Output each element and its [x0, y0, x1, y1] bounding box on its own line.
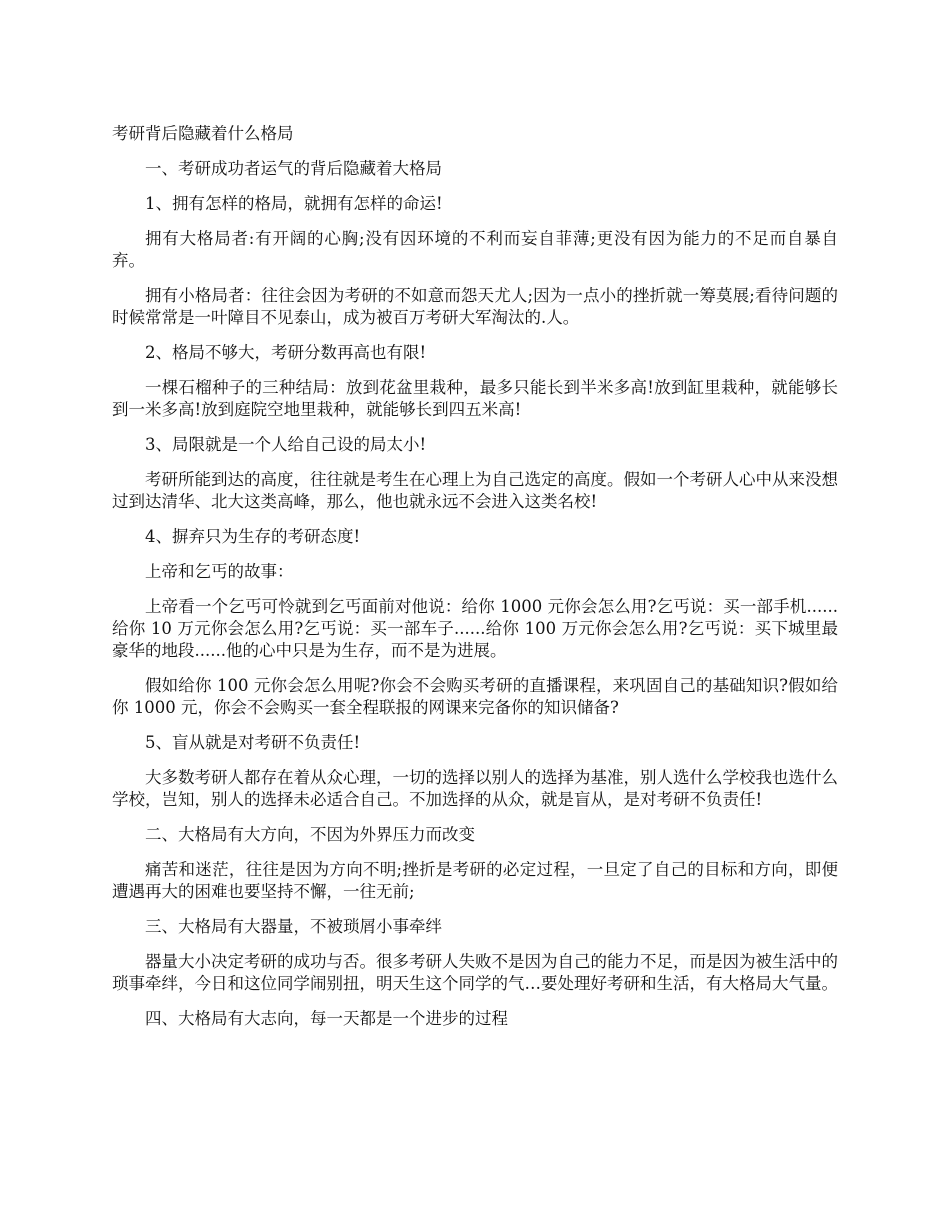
body-paragraph: 大多数考研人都存在着从众心理，一切的选择以别人的选择为基准，别人选什么学校我也选什么学校，岂知，别人的选择未必适合自己。不加选择的从众，就是盲从，是对考研不负责任!	[112, 768, 838, 809]
body-paragraph: 拥有大格局者:有开阔的心胸;没有因环境的不利而妄自菲薄;更没有因为能力的不足而自暴自弃。	[112, 229, 838, 270]
heading-section-3: 三、大格局有大器量，不被琐屑小事牵绊	[145, 917, 442, 936]
subheading-4: 4、摒弃只为生存的考研态度!	[145, 527, 361, 546]
subheading-5: 5、盲从就是对考研不负责任!	[145, 733, 361, 752]
body-paragraph: 考研所能到达的高度，往往就是考生在心理上为自己选定的高度。假如一个考研人心中从来没想过到达清华、北大这类高峰，那么，他也就永远不会进入这类名校!	[112, 470, 838, 511]
document-title: 考研背后隐藏着什么格局	[112, 124, 294, 143]
body-paragraph: 上帝和乞丐的故事：	[145, 562, 294, 581]
document-page	[112, 123, 838, 1043]
body-paragraph: 一棵石榴种子的三种结局：放到花盆里栽种，最多只能长到半米多高!放到缸里栽种，就能够长到一米多高!放到庭院空地里栽种，就能够长到四五米高!	[112, 378, 838, 419]
heading-section-2: 二、大格局有大方向，不因为外界压力而改变	[145, 825, 475, 844]
body-paragraph: 器量大小决定考研的成功与否。很多考研人失败不是因为自己的能力不足，而是因为被生活中的琐事牵绊，今日和这位同学闹别扭，明天生这个同学的气…要处理好考研和生活，有大格局大气量。	[112, 952, 838, 993]
subheading-1: 1、拥有怎样的格局，就拥有怎样的命运!	[145, 194, 443, 213]
subheading-2: 2、格局不够大，考研分数再高也有限!	[145, 343, 427, 362]
body-paragraph: 拥有小格局者：往往会因为考研的不如意而怨天尤人;因为一点小的挫折就一筹莫展;看待问题的时候常常是一叶障目不见泰山，成为被百万考研大军淘汰的.人。	[112, 286, 838, 327]
heading-section-1: 一、考研成功者运气的背后隐藏着大格局	[145, 159, 442, 178]
body-paragraph: 痛苦和迷茫，往往是因为方向不明;挫折是考研的必定过程，一旦定了自己的目标和方向，即便遭遇再大的困难也要坚持不懈，一往无前;	[112, 860, 838, 901]
body-paragraph: 上帝看一个乞丐可怜就到乞丐面前对他说：给你 1000 元你会怎么用?乞丐说：买一部手机......给你 10 万元你会怎么用?乞丐说：买一部车子......给你 100 万元你会怎么用?乞丐说：买下城里最豪华的地段......他的心中只是为生存，而不是为进展。	[112, 597, 838, 660]
body-paragraph: 假如给你 100 元你会怎么用呢?你会不会购买考研的直播课程，来巩固自己的基础知识?假如给你 1000 元，你会不会购买一套全程联报的网课来完备你的知识储备?	[112, 676, 838, 717]
heading-section-4: 四、大格局有大志向，每一天都是一个进步的过程	[145, 1009, 508, 1028]
subheading-3: 3、局限就是一个人给自己设的局太小!	[145, 435, 427, 454]
